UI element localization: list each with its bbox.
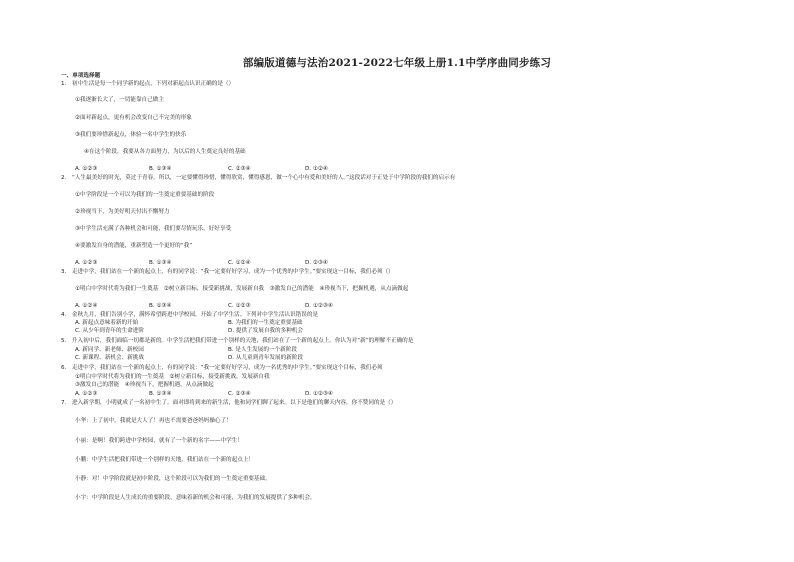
q6-option-d: D. ①②③④ [305, 391, 333, 397]
q3-statements: ①明白中学时代将为我们一生奠基 ②树立新目标，接受新挑战，发展新自我 ③激发自己的潜能 ④珍视当下，把握机遇，从点滴做起 [75, 286, 409, 292]
q7-line-4: 小静：对！中学阶段就是初中阶段，这个阶段可以为我们的一生奠定重要基础。 [75, 476, 271, 482]
q2-stem: 2. “人生最美好的时光，莫过于青春。所以，一定要懂得珍惜，懂得欣赏，懂得感恩，做一个心中有爱和美好的人。”这段话对于正处于中学阶段的我们的启示有 [61, 175, 456, 181]
q2-statement-4: ④要激发自身的潜能，重新塑造一个更好的“我” [75, 243, 193, 249]
q1-option-b: B. ①③④ [149, 166, 172, 172]
q1-option-a: A. ①②③ [75, 166, 98, 172]
q7-line-5: 小宇：中学阶段是人生成长的重要阶段，意味着新的机会和可能，为我们的发展提供了多种机会。 [75, 495, 316, 501]
q7-line-2: 小丽：是啊！我们跨进中学校园，就有了一个新的名字——中学生！ [75, 438, 243, 444]
q4-option-c: C. 从少年到青年的生命进阶 [75, 328, 144, 334]
q1-option-d: D. ①②④ [305, 166, 328, 172]
q1-statement-2: ②面对新起点，更有机会改变自己不完美的形象 [75, 115, 192, 121]
q4-option-b: B. 为我们的一生奠定重要基础 [228, 320, 303, 326]
q7-stem: 7. 进入新学期，小明就成了一名初中生了。面对即将到来的新生活，他和同学们聊了起来。以下是他们的聊天内容，你不赞同的是（） [61, 400, 397, 406]
q1-option-c: C. ②③④ [228, 166, 251, 172]
q6-option-b: B. ①③④ [149, 391, 172, 397]
q6-option-c: C. ②③④ [228, 391, 251, 397]
q2-option-d: D. ②③④ [305, 260, 328, 266]
q2-option-c: C. ①②④ [228, 260, 251, 266]
q2-option-b: B. ①③④ [149, 260, 172, 266]
document-title: 部编版道德与法治2021-2022七年级上册1.1中学序曲同步练习 [242, 57, 552, 69]
q1-stem: 1. 初中生活是每一个同学新的起点，下列对新起点认识正确的是（） [61, 81, 235, 87]
q4-option-a: A. 新起点意味着新的开始 [75, 320, 139, 326]
q6-stem: 6. 走进中学，我们站在一个新的起点上，有的同学说：“我一定要好好学习，成为一名优秀的中学生。”要实现这个目标，我们必须 [61, 365, 383, 371]
q1-statement-4: ④在这个阶段，我要从各方面努力，为以后的人生奠定良好的基础 [84, 149, 246, 155]
q4-stem: 4. 金秋九月，我们告别小学，满怀希望跨进中学校园，开始了中学生活。下列对中学生活认识错误的是 [61, 312, 319, 318]
q5-option-a: A. 新同学、新老师、新校园 [75, 347, 144, 353]
q3-option-c: C. ①②③ [228, 303, 251, 309]
q5-option-b: B. 是人生发展的一个新阶段 [228, 347, 297, 353]
q7-line-3: 小鹏：中学生活把我们带进一个别样的天地，我们站在一个新的起点上！ [75, 457, 255, 463]
q6-statement-1: ①明白中学时代将为我们的一生奠基 ②树立新目标，接受新挑战，发展新自我 [75, 374, 270, 380]
q7-line-1: 小华：上了初中，我就是大人了！再也不需要爸爸妈妈操心了！ [75, 418, 232, 424]
q2-statement-1: ①中学阶段是一个可以为我们的一生奠定重要基础的阶段 [75, 192, 215, 198]
q5-stem: 5. 升入初中后，我们面临一切都是新的。中学生活把我们带进一个别样的天地，我们站在了一个新的起点上。你认为对“新”的理解不正确的是 [61, 338, 414, 344]
q2-statement-2: ②珍视当下，为美好明天付出不懈努力 [75, 209, 170, 215]
q3-option-d: D. ①②③④ [305, 303, 333, 309]
q4-option-d: D. 提供了发展自我的多种机会 [228, 328, 303, 334]
q1-statement-1: ①我逐渐长大了，一切能靠自己做主 [75, 97, 164, 103]
q6-option-a: A. ①②③ [75, 391, 98, 397]
q3-option-a: A. ①②④ [75, 303, 98, 309]
q2-statement-3: ③中学生活充满了各种机会和可能，我们要尽情玩乐，好好享受 [75, 226, 232, 232]
q5-option-d: D. 从儿童到青年发展的新阶段 [228, 355, 303, 361]
q6-statement-2: ③激发自己的潜能 ④珍视当下，把握机遇，从点滴做起 [75, 382, 214, 388]
q1-statement-3: ③我们要珍惜新起点，体验一名中学生的快乐 [75, 132, 187, 138]
q3-stem: 3. 走进中学，我们站在一个新的起点上，有的同学说：“我一定要好好学习，成为一个优秀的中学生。”要实现这一目标，我们必须（） [61, 269, 394, 275]
q2-option-a: A. ①②③ [75, 260, 98, 266]
section-heading: 一、单项选择题 [61, 73, 101, 79]
q5-option-c: C. 新课程、新机会、新挑战 [75, 355, 144, 361]
q3-option-b: B. ①③④ [149, 303, 172, 309]
